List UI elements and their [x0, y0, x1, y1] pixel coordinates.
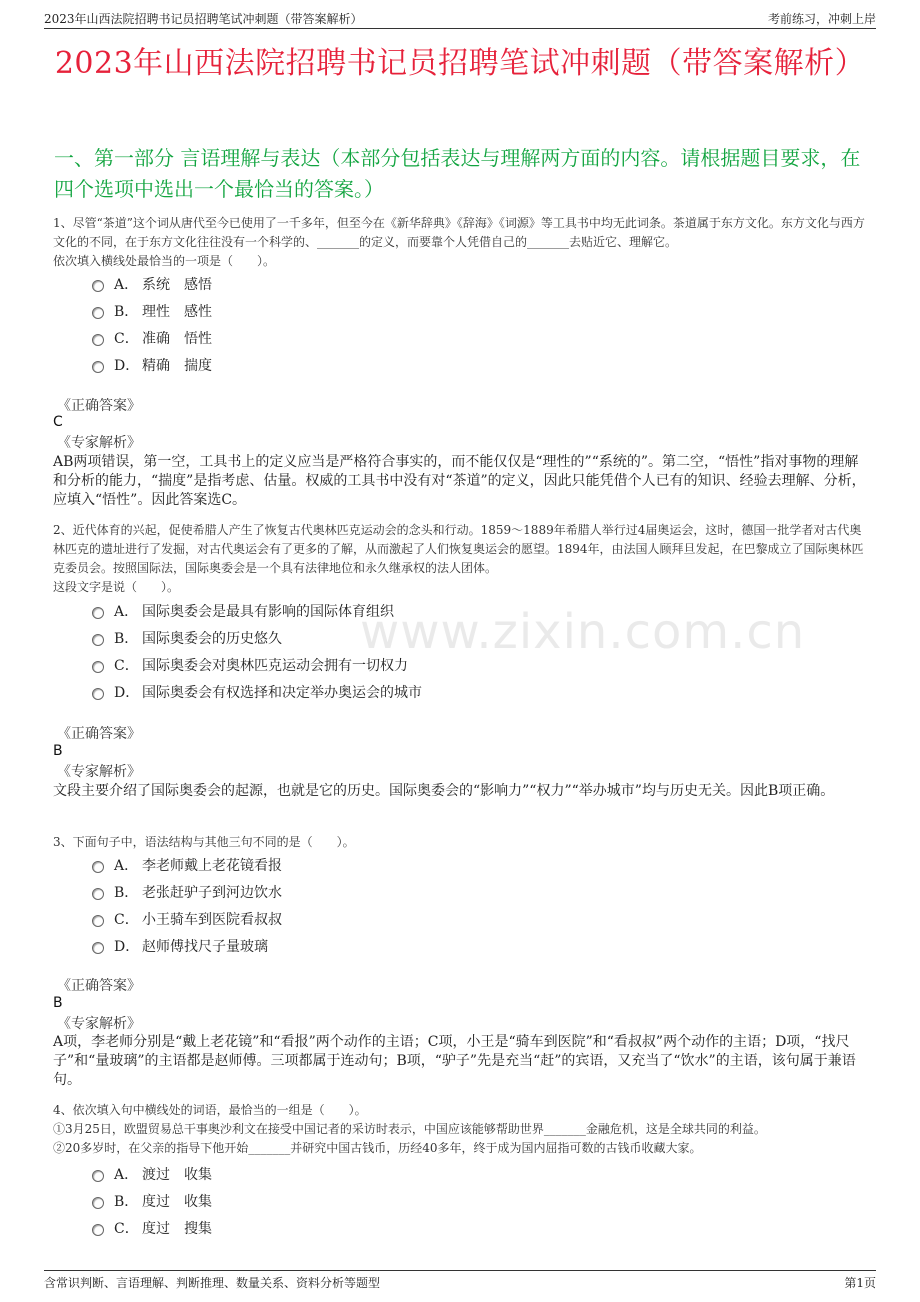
answer-label: 《正确答案》 — [57, 726, 141, 742]
option-item[interactable]: D． 精确 揣度 — [92, 355, 592, 382]
radio-button-icon[interactable] — [92, 661, 104, 673]
question-prompt: 这段文字是说（ ）。 — [53, 580, 180, 594]
question-line: ②20多岁时，在父亲的指导下他开始_______并研究中国古钱币，历经40多年，终于成为国内屈指可数的古钱币收藏大家。 — [53, 1141, 702, 1155]
options-group — [92, 274, 592, 382]
radio-button-icon[interactable] — [92, 607, 104, 619]
question-prompt: 依次填入横线处最恰当的一项是（ ）。 — [53, 254, 276, 268]
header-doc-title: 2023年山西法院招聘书记员招聘笔试冲刺题（带答案解析） — [44, 12, 363, 26]
radio-button-icon[interactable] — [92, 915, 104, 927]
section-heading: 一、第一部分 言语理解与表达（本部分包括表达与理解两方面的内容。请根据题目要求，在四个选项中选出一个最恰当的答案。） — [54, 146, 861, 201]
watermark: www.zixin.com.cn — [360, 604, 806, 660]
question-text: 3、下面句子中，语法结构与其他三句不同的是（ ）。 — [53, 835, 355, 849]
option-item[interactable]: A． 国际奥委会是最具有影响的国际体育组织 — [92, 601, 592, 628]
answer-label: 《正确答案》 — [57, 978, 141, 994]
question-stem — [53, 521, 872, 597]
radio-button-icon[interactable] — [92, 888, 104, 900]
page-title: 2023年山西法院招聘书记员招聘笔试冲刺题（带答案解析） — [54, 46, 866, 81]
option-item[interactable]: A． 李老师戴上老花镜看报 — [92, 855, 592, 882]
header-slogan: 考前练习，冲刺上岸 — [767, 12, 876, 26]
page-footer — [44, 1270, 876, 1290]
options-group — [92, 601, 592, 709]
analysis-text: AB两项错误，第一空，工具书上的定义应当是严格符合事实的，而不能仅仅是“理性的”“系统的”。第二空，“悟性”指对事物的理解和分析的能力，“揣度”是指考虑、估量。权威的工具书中没有对“茶道”的定义，因此只能凭借个人已有的知识、经验去理解、分析，应填入“悟性”。因此答案选C。 — [53, 454, 866, 508]
option-item[interactable]: A． 渡过 收集 — [92, 1164, 592, 1191]
radio-button-icon[interactable] — [92, 280, 104, 292]
page-number: 第1页 — [844, 1276, 876, 1290]
radio-button-icon[interactable] — [92, 634, 104, 646]
option-item[interactable]: C． 小王骑车到医院看叔叔 — [92, 909, 592, 936]
options-group — [92, 1164, 592, 1245]
analysis-text: 文段主要介绍了国际奥委会的起源，也就是它的历史。国际奥委会的“影响力”“权力”“举办城市”均与历史无关。因此B项正确。 — [53, 783, 835, 799]
answer-label: 《正确答案》 — [57, 398, 141, 414]
options-group — [92, 855, 592, 963]
analysis-label: 《专家解析》 — [57, 764, 141, 780]
question-line: ①3月25日，欧盟贸易总干事奥沙利文在接受中国记者的采访时表示，中国应该能够帮助世界_______金融危机，这是全球共同的利益。 — [53, 1122, 766, 1136]
answer-value: C — [53, 414, 63, 430]
answer-value: B — [53, 995, 63, 1011]
option-item[interactable]: B． 国际奥委会的历史悠久 — [92, 628, 592, 655]
analysis-text: A项，李老师分别是“戴上老花镜”和“看报”两个动作的主语；C项，小王是“骑车到医院”和“看叔叔”两个动作的主语；D项，“找尺子”和“量玻璃”的主语都是赵师傅。三项都属于连动句；B项，“驴子”先是充当“赶”的宾语，又充当了“饮水”的主语，该句属于兼语句。 — [53, 1034, 856, 1088]
option-item[interactable]: B． 老张赶驴子到河边饮水 — [92, 882, 592, 909]
page-header — [44, 8, 876, 29]
radio-button-icon[interactable] — [92, 1170, 104, 1182]
option-item[interactable]: B． 理性 感性 — [92, 301, 592, 328]
footer-question-types: 含常识判断、言语理解、判断推理、数量关系、资料分析等题型 — [44, 1276, 381, 1290]
question-text: 2、近代体育的兴起，促使希腊人产生了恢复古代奥林匹克运动会的念头和行动。1859～1889年希腊人举行过4届奥运会，这时，德国一批学者对古代奥林匹克的遗址进行了发掘，对古代奥运会有了更多的了解，从而激起了人们恢复奥运会的愿望。1894年，由法国人顾拜旦发起，在巴黎成立了国际奥林匹克委员会。按照国际法，国际奥委会是一个具有法律地位和永久继承权的法人团体。 — [53, 523, 864, 575]
option-item[interactable]: A． 系统 感悟 — [92, 274, 592, 301]
question-text: 1、尽管“茶道”这个词从唐代至今已使用了一千多年，但至今在《新华辞典》《辞海》《词源》等工具书中均无此词条。茶道属于东方文化。东方文化与西方文化的不同，在于东方文化往往没有一个科学的、_______的定义，而要靠个人凭借自己的_______去贴近它、理解它。 — [53, 216, 865, 249]
question-text: 4、依次填入句中横线处的词语，最恰当的一组是（ ）。 — [53, 1103, 367, 1117]
radio-button-icon[interactable] — [92, 307, 104, 319]
question-stem — [53, 833, 872, 852]
question-stem — [53, 1101, 872, 1158]
option-item[interactable]: C． 度过 搜集 — [92, 1218, 592, 1245]
option-item[interactable]: B． 度过 收集 — [92, 1191, 592, 1218]
radio-button-icon[interactable] — [92, 361, 104, 373]
analysis-label: 《专家解析》 — [57, 1016, 141, 1032]
radio-button-icon[interactable] — [92, 688, 104, 700]
radio-button-icon[interactable] — [92, 1224, 104, 1236]
option-item[interactable]: D． 国际奥委会有权选择和决定举办奥运会的城市 — [92, 682, 592, 709]
analysis-label: 《专家解析》 — [57, 435, 141, 451]
question-stem — [53, 214, 872, 271]
option-item[interactable]: D． 赵师傅找尺子量玻璃 — [92, 936, 592, 963]
option-item[interactable]: C． 国际奥委会对奥林匹克运动会拥有一切权力 — [92, 655, 592, 682]
radio-button-icon[interactable] — [92, 1197, 104, 1209]
radio-button-icon[interactable] — [92, 861, 104, 873]
radio-button-icon[interactable] — [92, 942, 104, 954]
option-item[interactable]: C． 准确 悟性 — [92, 328, 592, 355]
answer-value: B — [53, 743, 63, 759]
radio-button-icon[interactable] — [92, 334, 104, 346]
